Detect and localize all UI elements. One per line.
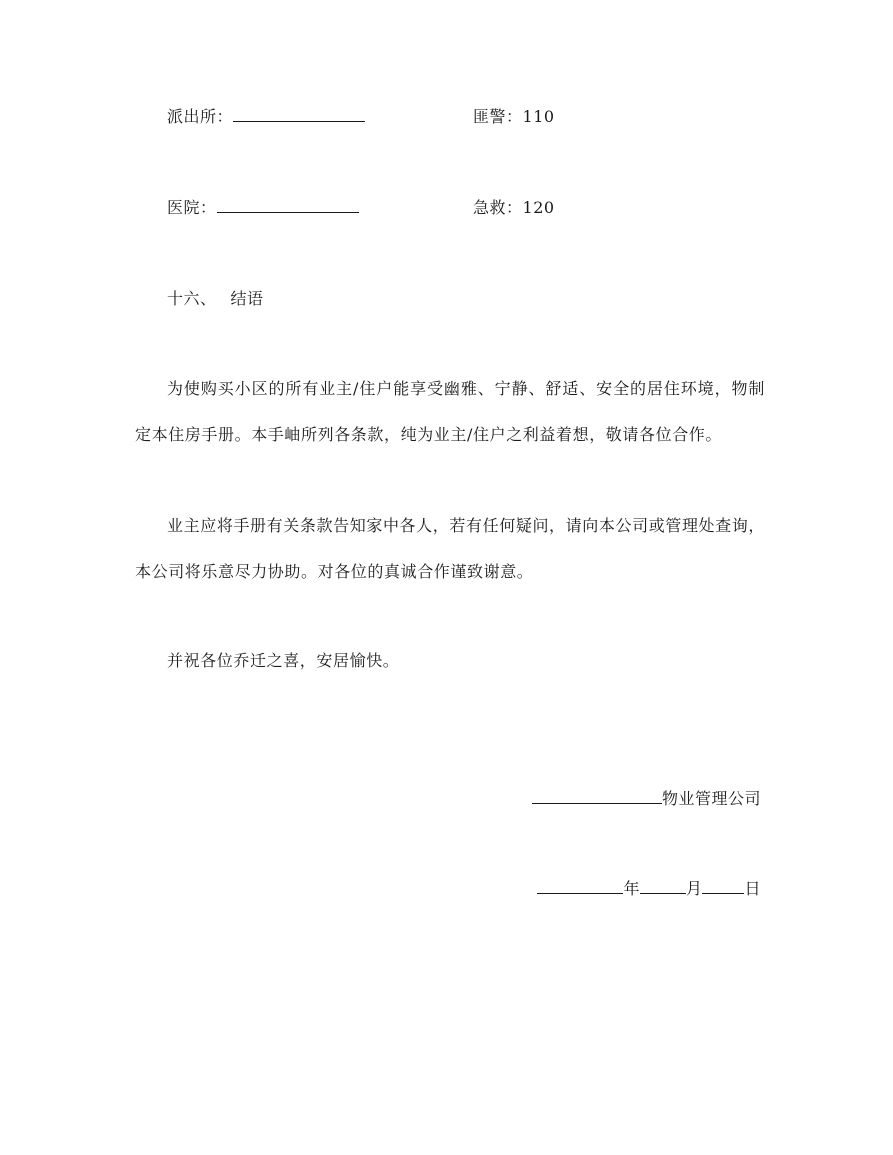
company-name-blank: [532, 789, 662, 804]
police-label: 匪警：: [473, 107, 523, 126]
day-blank: [702, 879, 744, 894]
ambulance-row: [473, 198, 555, 218]
hospital-blank: [217, 198, 359, 213]
month-label: 月: [685, 879, 703, 898]
hospital-row: [167, 198, 359, 218]
month-blank: [640, 879, 686, 894]
police-station-row: [167, 107, 365, 127]
day-label: 日: [744, 879, 761, 898]
paragraph-inquiry: 业主应将手册有关条款告知家中各人，若有任何疑问，请向本公司或管理处查询，本公司将乐意尽力协助。对各位的真诚合作谨致谢意。: [135, 516, 765, 581]
paragraph-intro: 为使购买小区的所有业主/住户能享受幽雅、宁静、舒适、安全的居住环境，物制定本住房手册。本手岫所列各条款，纯为业主/住户之利益着想，敬请各位合作。: [135, 379, 765, 444]
signature-date-row: [537, 879, 761, 899]
ambulance-label: 急救：: [473, 198, 523, 217]
paragraph-wishes: 并祝各位乔迁之喜，安居愉快。: [167, 651, 400, 670]
section-title: 结语: [230, 289, 264, 308]
signature-company-row: [532, 789, 761, 809]
hospital-label: 医院：: [167, 198, 217, 217]
police-station-label: 派出所：: [167, 107, 234, 126]
company-suffix: 物业管理公司: [661, 789, 761, 808]
police-number: 110: [522, 107, 555, 126]
year-label: 年: [623, 879, 640, 898]
section-number: 十六、: [167, 289, 217, 308]
year-blank: [537, 879, 623, 894]
section-heading: [167, 289, 264, 309]
police-station-blank: [233, 107, 365, 122]
police-row: [473, 107, 555, 127]
ambulance-number: 120: [522, 198, 555, 217]
